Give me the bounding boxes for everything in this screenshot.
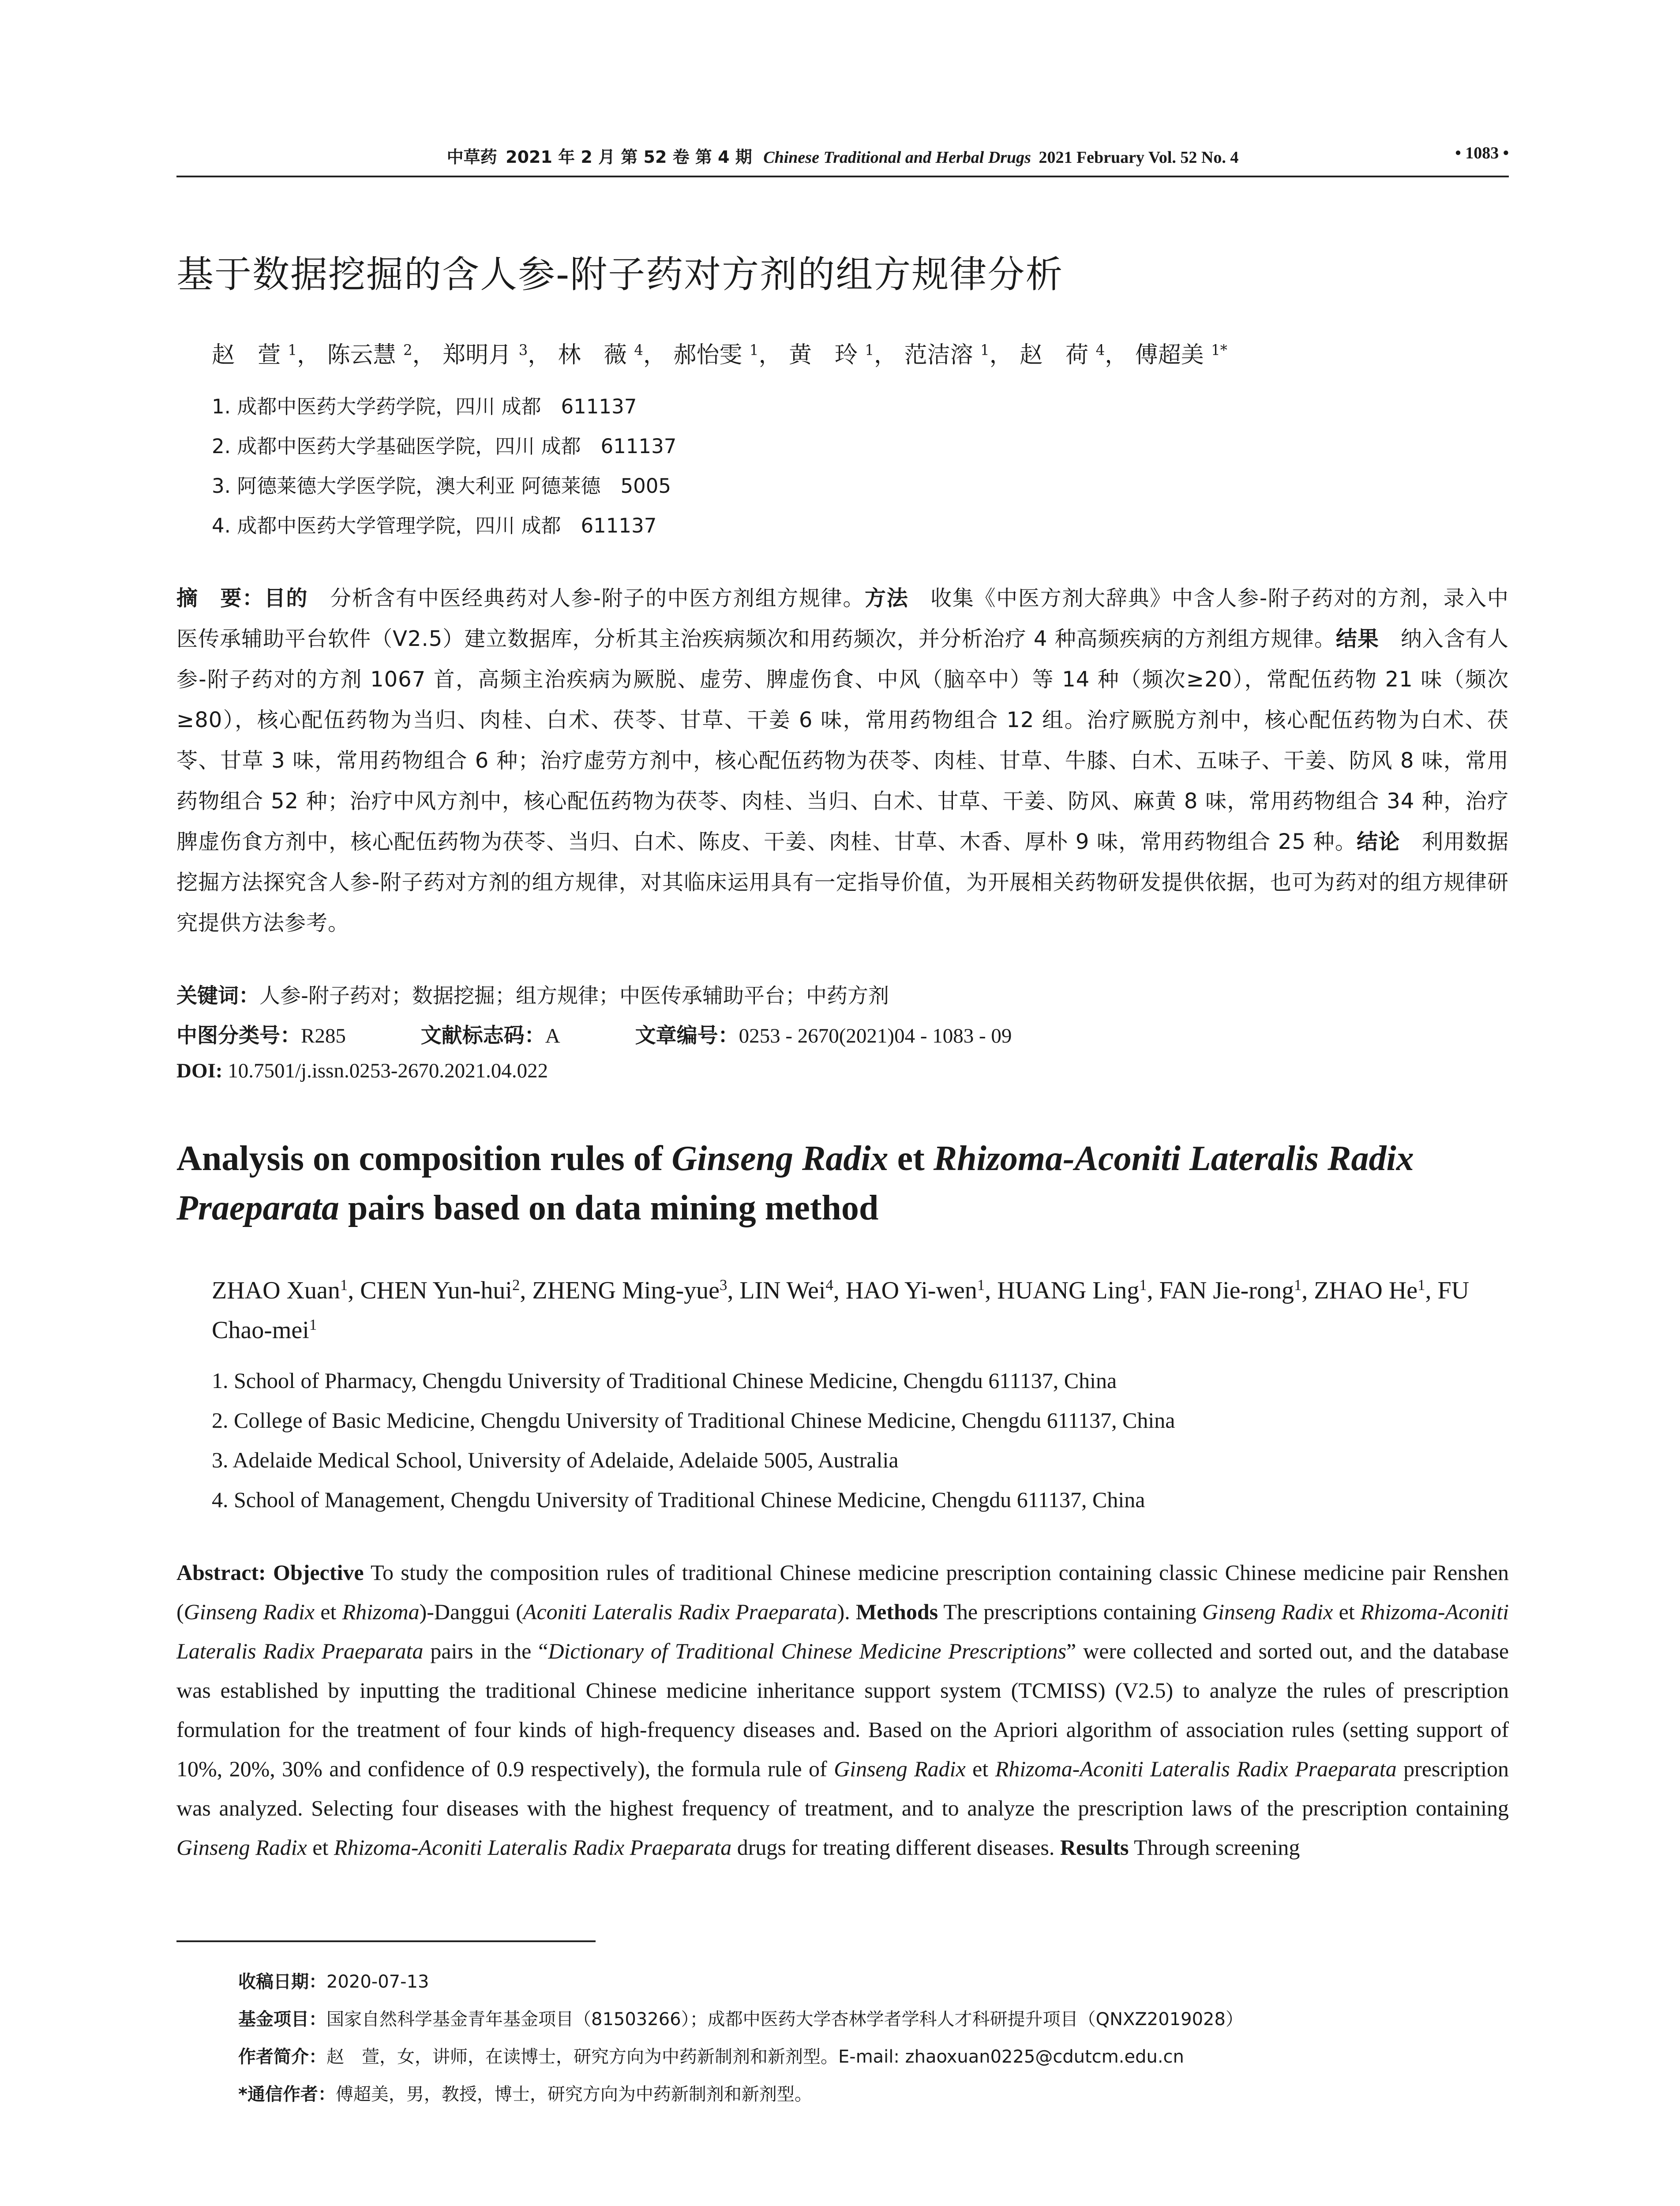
footnote-received: 收稿日期：2020-07-13: [238, 1972, 429, 1992]
title-cn: 基于数据挖掘的含人参-附子药对方剂的组方规律分析: [176, 253, 1064, 296]
doc-code-value: A: [545, 1024, 560, 1047]
article-number-label: 文章编号：: [635, 1024, 739, 1048]
author-en: FAN Jie-rong$^1$: [1159, 1276, 1302, 1304]
affiliation-cn-2: 2. 成都中医药大学基础医学院，四川 成都 611137: [212, 435, 677, 458]
keywords-label: 关键词：: [176, 984, 259, 1008]
author-cn: 傅超美 $^{1*}$: [1135, 341, 1227, 368]
running-header: [176, 143, 1509, 168]
doi-line: [176, 1059, 548, 1083]
results-text-cn: 纳入含有人参-附子药对的方剂 1067 首，高频主治疾病为厥脱、虚劳、脾虚伤食、中风（脑卒中）等 14 种（频次≥20），常配伍药物 21 味（频次≥80），核心配伍药物为当归、肉桂、白术、茯苓、甘草、干姜 6 味，常用药物组合 12 组。治疗厥脱方剂中，核心配伍药物为白术、茯苓、甘草 3 味，常用药物组合 6 种；治疗虚劳方剂中，核心配伍药物为茯苓、肉桂、甘草、牛膝、白术、五味子、干姜、防风 8 味，常用药物组合 52 种；治疗中风方剂中，核心配伍药物为茯苓、肉桂、当归、白术、甘草、干姜、防风、麻黄 8 味，常用药物组合 34 种，治疗脾虚伤食方剂中，核心配伍药物为茯苓、当归、白术、陈皮、干姜、肉桂、甘草、木香、厚朴 9 味，常用药物组合 25 种。: [176, 627, 1509, 854]
author-cn: 郑明月 $^3$: [442, 341, 528, 368]
author-en: LIN Wei$^4$: [739, 1276, 833, 1304]
author-en: HUANG Ling$^1$: [997, 1276, 1147, 1304]
affiliation-en-2: 2. College of Basic Medicine, Chengdu University of Traditional Chinese Medicine, Chengdu 611137, China: [212, 1408, 1175, 1433]
article-number-value: 0253 - 2670(2021)04 - 1083 - 09: [739, 1024, 1012, 1047]
author-cn: 赵 萱 $^1$: [212, 341, 297, 368]
abstract-en-label: Abstract: Objective: [176, 1560, 364, 1585]
conclusion-label-cn: 结论: [1357, 829, 1400, 854]
title-en: Analysis on composition rules of Ginseng Radix et Rhizoma-Aconiti Lateralis Radix Praeparata pairs based on data mining method: [176, 1139, 1414, 1227]
author-cn: 黄 玲 $^1$: [788, 341, 874, 368]
author-en: ZHAO Xuan$^1$: [212, 1276, 348, 1304]
doi-value: 10.7501/j.issn.0253-2670.2021.04.022: [222, 1059, 548, 1082]
affiliation-cn-1: 1. 成都中医药大学药学院，四川 成都 611137: [212, 395, 637, 418]
doi-label: DOI:: [176, 1059, 223, 1082]
affiliation-en-4: 4. School of Management, Chengdu University of Traditional Chinese Medicine, Chengdu 611137, China: [212, 1487, 1145, 1512]
author-cn: 范洁溶 $^1$: [904, 341, 990, 368]
results-label-en: Results: [1060, 1835, 1129, 1860]
footnote-corresponding: *通信作者：傅超美，男，教授，博士，研究方向为中药新制剂和新剂型。: [238, 2084, 812, 2105]
journal-name-en: Chinese Traditional and Herbal Drugs: [763, 148, 1031, 167]
authors-en: ZHAO Xuan$^1$, CHEN Yun-hui$^2$, ZHENG Ming-yue$^3$, LIN Wei$^4$, HAO Yi-wen$^1$, HUANG Ling$^1$, FAN Jie-rong$^1$, ZHAO He$^1$, FU Chao-mei$^1$: [212, 1276, 1470, 1344]
classification-line: [176, 1019, 1012, 1049]
footnote-author-bio: 作者简介：赵 萱，女，讲师，在读博士，研究方向为中药新制剂和新剂型。E-mail: zhaoxuan0225@cdutcm.edu.cn: [238, 2047, 1184, 2067]
footnote-funding: 基金项目：国家自然科学基金青年基金项目（81503266）；成都中医药大学杏林学者学科人才科研提升项目（QNXZ2019028）: [238, 2009, 1243, 2030]
footnote-rule: [176, 1940, 596, 1942]
objective-text-cn: 分析含有中医经典药对人参-附子的中医方剂组方规律。: [308, 586, 865, 611]
conclusion-text-cn: 利用数据挖掘方法探究含人参-附子药对方剂的组方规律，对其临床运用具有一定指导价值，为开展相关药物研发提供依据，也可为药对的组方规律研究提供方法参考。: [176, 829, 1509, 935]
author-en: FU Chao-mei$^1$: [212, 1277, 1470, 1344]
issue-cn: 2021 年 2 月 第 52 卷 第 4 期: [506, 147, 752, 167]
issue-en: 2021 February Vol. 52 No. 4: [1039, 148, 1239, 167]
author-en: HAO Yi-wen$^1$: [845, 1276, 985, 1304]
author-en: ZHAO He$^1$: [1314, 1276, 1425, 1304]
clc-value: R285: [301, 1024, 346, 1047]
author-cn: 赵 荷 $^4$: [1020, 341, 1105, 368]
abstract-cn: [176, 578, 1509, 943]
affiliation-cn-3: 3. 阿德莱德大学医学院，澳大利亚 阿德莱德 5005: [212, 474, 671, 498]
author-cn: 郝怡雯 $^1$: [673, 341, 759, 368]
affiliation-cn-4: 4. 成都中医药大学管理学院，四川 成都 611137: [212, 514, 657, 537]
abstract-en: Abstract: Objective To study the composition rules of traditional Chinese medicine prescription containing classic Chinese medicine pair Renshen (Ginseng Radix et Rhizoma)-Danggui (Aconiti Lateralis Radix Praeparata). Methods The prescriptions containing Ginseng Radix et Rhizoma-Aconiti Lateralis Radix Praeparata pairs in the “Dictionary of Traditional Chinese Medicine Prescriptions” were collected and sorted out, and the database was established by inputting the traditional Chinese medicine inheritance support system (TCMISS) (V2.5) to analyze the rules of prescription formulation for the treatment of four kinds of high-frequency diseases and. Based on the Apriori algorithm of association rules (setting support of 10%, 20%, 30% and confidence of 0.9 respectively), the formula rule of Ginseng Radix et Rhizoma-Aconiti Lateralis Radix Praeparata prescription was analyzed. Selecting four diseases with the highest frequency of treatment, and to analyze the prescription laws of the prescription containing Ginseng Radix et Rhizoma-Aconiti Lateralis Radix Praeparata drugs for treating different diseases. Results Through screening: [176, 1560, 1509, 1860]
clc-label: 中图分类号：: [176, 1024, 301, 1048]
keywords-cn: [176, 979, 889, 1009]
objective-label-cn: 目的: [264, 586, 308, 611]
affiliation-en-3: 3. Adelaide Medical School, University of Adelaide, Adelaide 5005, Australia: [212, 1448, 899, 1472]
author-cn: 林 薇 $^4$: [558, 341, 643, 368]
keywords-text: 人参-附子药对；数据挖掘；组方规律；中医传承辅助平台；中药方剂: [259, 984, 889, 1008]
header-rule: [176, 176, 1509, 177]
abstract-cn-label: 摘 要：: [176, 586, 264, 611]
author-cn: 陈云慧 $^2$: [327, 341, 412, 368]
doc-code-label: 文献标志码：: [420, 1024, 545, 1048]
journal-name-cn: 中草药: [446, 147, 497, 167]
results-label-cn: 结果: [1335, 627, 1379, 651]
methods-text-cn: 收集《中医方剂大辞典》中含人参-附子药对的方剂，录入中医传承辅助平台软件（V2.5）建立数据库，分析其主治疾病频次和用药频次，并分析治疗 4 种高频疾病的方剂组方规律。: [176, 586, 1509, 651]
authors-cn: 赵 萱 $^1$， 陈云慧 $^2$， 郑明月 $^3$， 林 薇 $^4$， 郝怡雯 $^1$， 黄 玲 $^1$， 范洁溶 $^1$， 赵 荷 $^4$， 傅超美 $^{1*}$: [212, 341, 1227, 368]
author-en: ZHENG Ming-yue$^3$: [532, 1276, 728, 1304]
page-number: • 1083 •: [1455, 144, 1509, 162]
affiliation-en-1: 1. School of Pharmacy, Chengdu University of Traditional Chinese Medicine, Chengdu 611137, China: [212, 1368, 1117, 1393]
author-en: CHEN Yun-hui$^2$: [360, 1276, 520, 1304]
methods-label-en: Methods: [855, 1599, 938, 1624]
methods-label-cn: 方法: [865, 586, 909, 611]
